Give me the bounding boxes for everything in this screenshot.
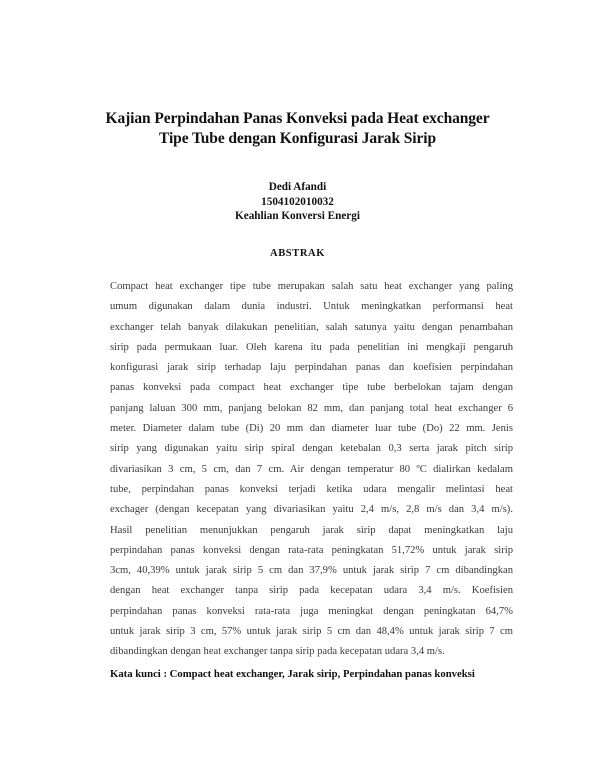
keywords: Kata kunci : Compact heat exchanger, Jarak sirip, Perpindahan panas konveksi: [110, 668, 475, 680]
title-line-2: Tipe Tube dengan Konfigurasi Jarak Sirip: [159, 130, 436, 147]
author-name: Dedi Afandi: [268, 181, 327, 193]
abstract-line: Hasil penelitian menunjukkan pengaruh jarak sirip dapat meningkatkan laju: [110, 524, 513, 536]
abstract-line: untuk jarak sirip 3 cm, 57% untuk jarak sirip 5 cm dan 48,4% untuk jarak sirip 7 cm: [110, 626, 513, 638]
abstract-line: panas konveksi pada compact heat exchanger tipe tube berbelokan tajam dengan: [110, 382, 513, 394]
abstract-line: konfigurasi jarak sirip terhadap laju perpindahan panas dan koefisien perpindahan: [110, 362, 513, 374]
abstract-line: perpindahan panas konveksi dengan rata-rata peningkatan 51,72% untuk jarak sirip: [110, 544, 513, 556]
title-line-1: Kajian Perpindahan Panas Konveksi pada Heat exchanger: [105, 110, 490, 127]
abstract-heading: ABSTRAK: [270, 248, 325, 259]
abstract-line: panjang laluan 300 mm, panjang belokan 82 mm, dan panjang total heat exchanger 6: [110, 402, 513, 414]
abstract-line: exchanger telah banyak dilakukan penelitian, salah satunya yaitu dengan penambahan: [110, 321, 513, 333]
abstract-line: perpindahan panas konveksi rata-rata juga meningkat dengan peningkatan 64,7%: [110, 605, 513, 617]
abstract-line: sirip yang digunakan yaitu sirip spiral dengan ketebalan 0,3 serta jarak pitch sirip: [110, 443, 513, 455]
paper-title: [60, 109, 535, 149]
abstract-line: Compact heat exchanger tipe tube merupakan salah satu heat exchanger yang paling: [110, 281, 513, 292]
abstract-line: meter. Diameter dalam tube (Di) 20 mm dan diameter luar tube (Do) 22 mm. Jenis: [110, 423, 513, 435]
author-student-id: 1504102010032: [261, 195, 334, 208]
abstract-line: exchager (dengan kecepatan yang divariasikan yaitu 2,4 m/s, 2,8 m/s dan 3,4 m/s).: [110, 504, 513, 516]
abstract-line: dibandingkan dengan heat exchanger tanpa sirip pada kecepatan udara 3,4 m/s.: [110, 646, 445, 658]
abstract-line: 3cm, 40,39% untuk jarak sirip 5 cm dan 37,9% untuk jarak sirip 7 cm dibandingkan: [110, 565, 513, 577]
abstract-line: divariasikan 3 cm, 5 cm, dan 7 cm. Air dengan temperatur 80 ºC dialirkan kedalam: [110, 463, 513, 475]
author-block: [60, 180, 535, 224]
abstract-line: umum digunakan dalam dunia industri. Untuk meningkatkan performansi heat: [110, 301, 513, 313]
abstract-line: tube, perpindahan panas konveksi terjadi ketika udara mengalir melintasi heat: [110, 483, 513, 495]
abstract-line: dengan heat exchanger tanpa sirip pada kecepatan udara 3,4 m/s. Koefisien: [110, 585, 513, 597]
author-department: Keahlian Konversi Energi: [235, 210, 360, 222]
abstract-line: sirip pada permukaan luar. Oleh karena itu pada penelitian ini mengkaji pengaruh: [110, 341, 513, 353]
abstract-body: [110, 277, 513, 663]
